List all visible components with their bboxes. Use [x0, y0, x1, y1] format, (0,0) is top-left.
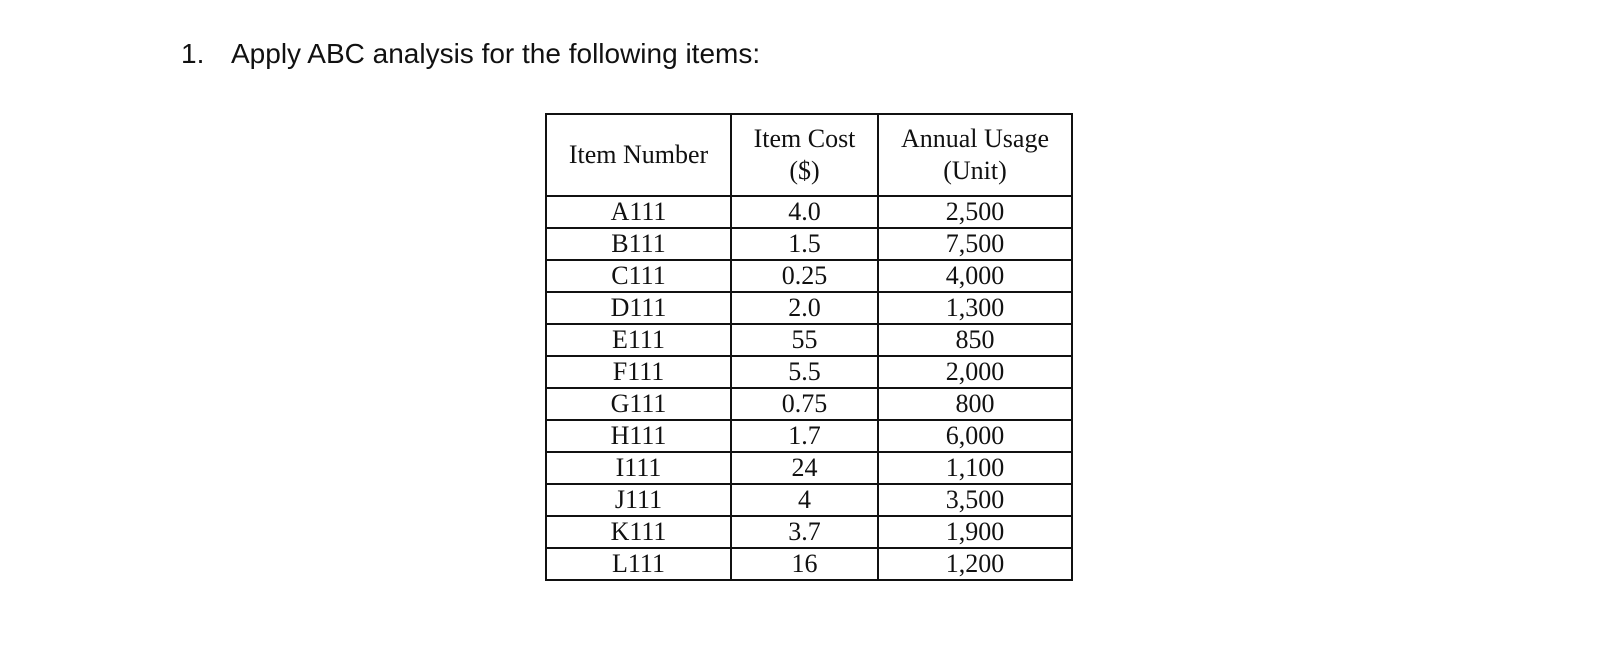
question-text: Apply ABC analysis for the following items:: [231, 38, 761, 69]
question-number: 1.: [181, 38, 205, 69]
table-row: [546, 420, 1072, 452]
table-row: [546, 292, 1072, 324]
cell-item-cost: 4: [731, 484, 878, 516]
cell-annual-usage: 1,200: [878, 548, 1072, 580]
cell-annual-usage: 3,500: [878, 484, 1072, 516]
cell-annual-usage: 850: [878, 324, 1072, 356]
table-row: [546, 260, 1072, 292]
table-row: [546, 356, 1072, 388]
cell-item-number: A111: [546, 196, 731, 228]
table-row: [546, 484, 1072, 516]
cell-annual-usage: 7,500: [878, 228, 1072, 260]
cell-item-number: J111: [546, 484, 731, 516]
cell-item-cost: 2.0: [731, 292, 878, 324]
cell-item-number: I111: [546, 452, 731, 484]
cell-item-cost: 55: [731, 324, 878, 356]
cell-item-number: E111: [546, 324, 731, 356]
header-item-number: Item Number: [546, 114, 731, 196]
table-header-row: [546, 114, 1072, 196]
cell-item-cost: 0.75: [731, 388, 878, 420]
cell-item-number: G111: [546, 388, 731, 420]
cell-item-number: F111: [546, 356, 731, 388]
cell-item-number: D111: [546, 292, 731, 324]
cell-item-cost: 24: [731, 452, 878, 484]
cell-annual-usage: 6,000: [878, 420, 1072, 452]
table-row: [546, 196, 1072, 228]
header-annual-usage: Annual Usage (Unit): [878, 114, 1072, 196]
cell-item-cost: 1.7: [731, 420, 878, 452]
cell-annual-usage: 1,900: [878, 516, 1072, 548]
cell-item-cost: 1.5: [731, 228, 878, 260]
cell-annual-usage: 800: [878, 388, 1072, 420]
cell-item-number: K111: [546, 516, 731, 548]
header-item-cost: Item Cost ($): [731, 114, 878, 196]
cell-item-number: C111: [546, 260, 731, 292]
cell-item-cost: 4.0: [731, 196, 878, 228]
cell-annual-usage: 1,100: [878, 452, 1072, 484]
table-row: [546, 228, 1072, 260]
cell-annual-usage: 1,300: [878, 292, 1072, 324]
cell-annual-usage: 4,000: [878, 260, 1072, 292]
cell-item-cost: 3.7: [731, 516, 878, 548]
cell-item-cost: 5.5: [731, 356, 878, 388]
cell-item-number: H111: [546, 420, 731, 452]
cell-item-cost: 16: [731, 548, 878, 580]
abc-items-table: [545, 113, 1073, 581]
cell-item-number: B111: [546, 228, 731, 260]
table-row: [546, 452, 1072, 484]
cell-item-number: L111: [546, 548, 731, 580]
table-row: [546, 516, 1072, 548]
table-row: [546, 548, 1072, 580]
table-row: [546, 324, 1072, 356]
cell-annual-usage: 2,500: [878, 196, 1072, 228]
table-row: [546, 388, 1072, 420]
question-heading: [181, 38, 760, 70]
cell-item-cost: 0.25: [731, 260, 878, 292]
cell-annual-usage: 2,000: [878, 356, 1072, 388]
